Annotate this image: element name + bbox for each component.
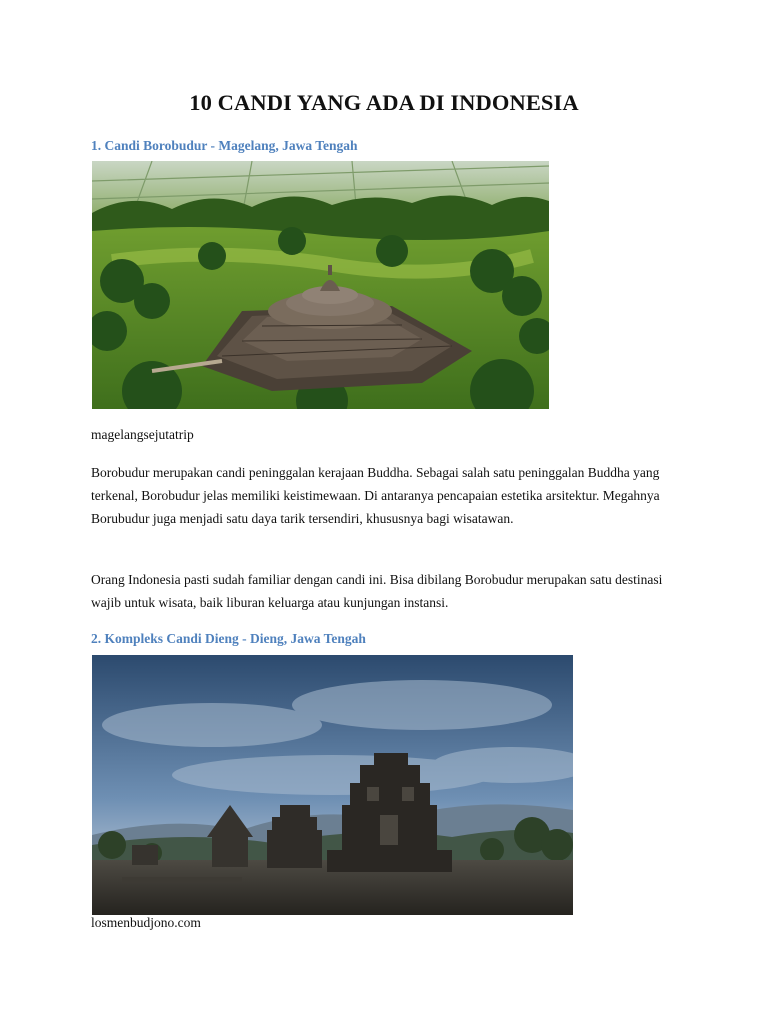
document-title: 10 CANDI YANG ADA DI INDONESIA: [189, 90, 579, 115]
borobudur-image-caption: magelangsejutatrip: [91, 427, 194, 442]
dieng-image-caption: losmenbudjono.com: [91, 915, 201, 930]
borobudur-paragraph-1: Borobudur merupakan candi peninggalan kerajaan Buddha. Sebagai salah satu peninggalan Buddha yang terkenal, Borobudur jelas memiliki keistimewaan. Di antaranya pencapaian estetika arsitektur. Megahnya Borubudur juga menjadi satu daya tarik tersendiri, khususnya bagi wisatawan.: [91, 465, 660, 526]
borobudur-illustration: [92, 161, 549, 409]
dieng-photo: [92, 655, 573, 915]
dieng-illustration: [92, 655, 573, 915]
section-heading-borobudur: 1. Candi Borobudur - Magelang, Jawa Tengah: [91, 138, 358, 153]
borobudur-photo: [92, 161, 549, 409]
borobudur-paragraph-2: Orang Indonesia pasti sudah familiar dengan candi ini. Bisa dibilang Borobudur merupakan satu destinasi wajib untuk wisata, baik liburan keluarga atau kunjungan instansi.: [91, 572, 663, 610]
section-heading-dieng: 2. Kompleks Candi Dieng - Dieng, Jawa Tengah: [91, 631, 366, 646]
